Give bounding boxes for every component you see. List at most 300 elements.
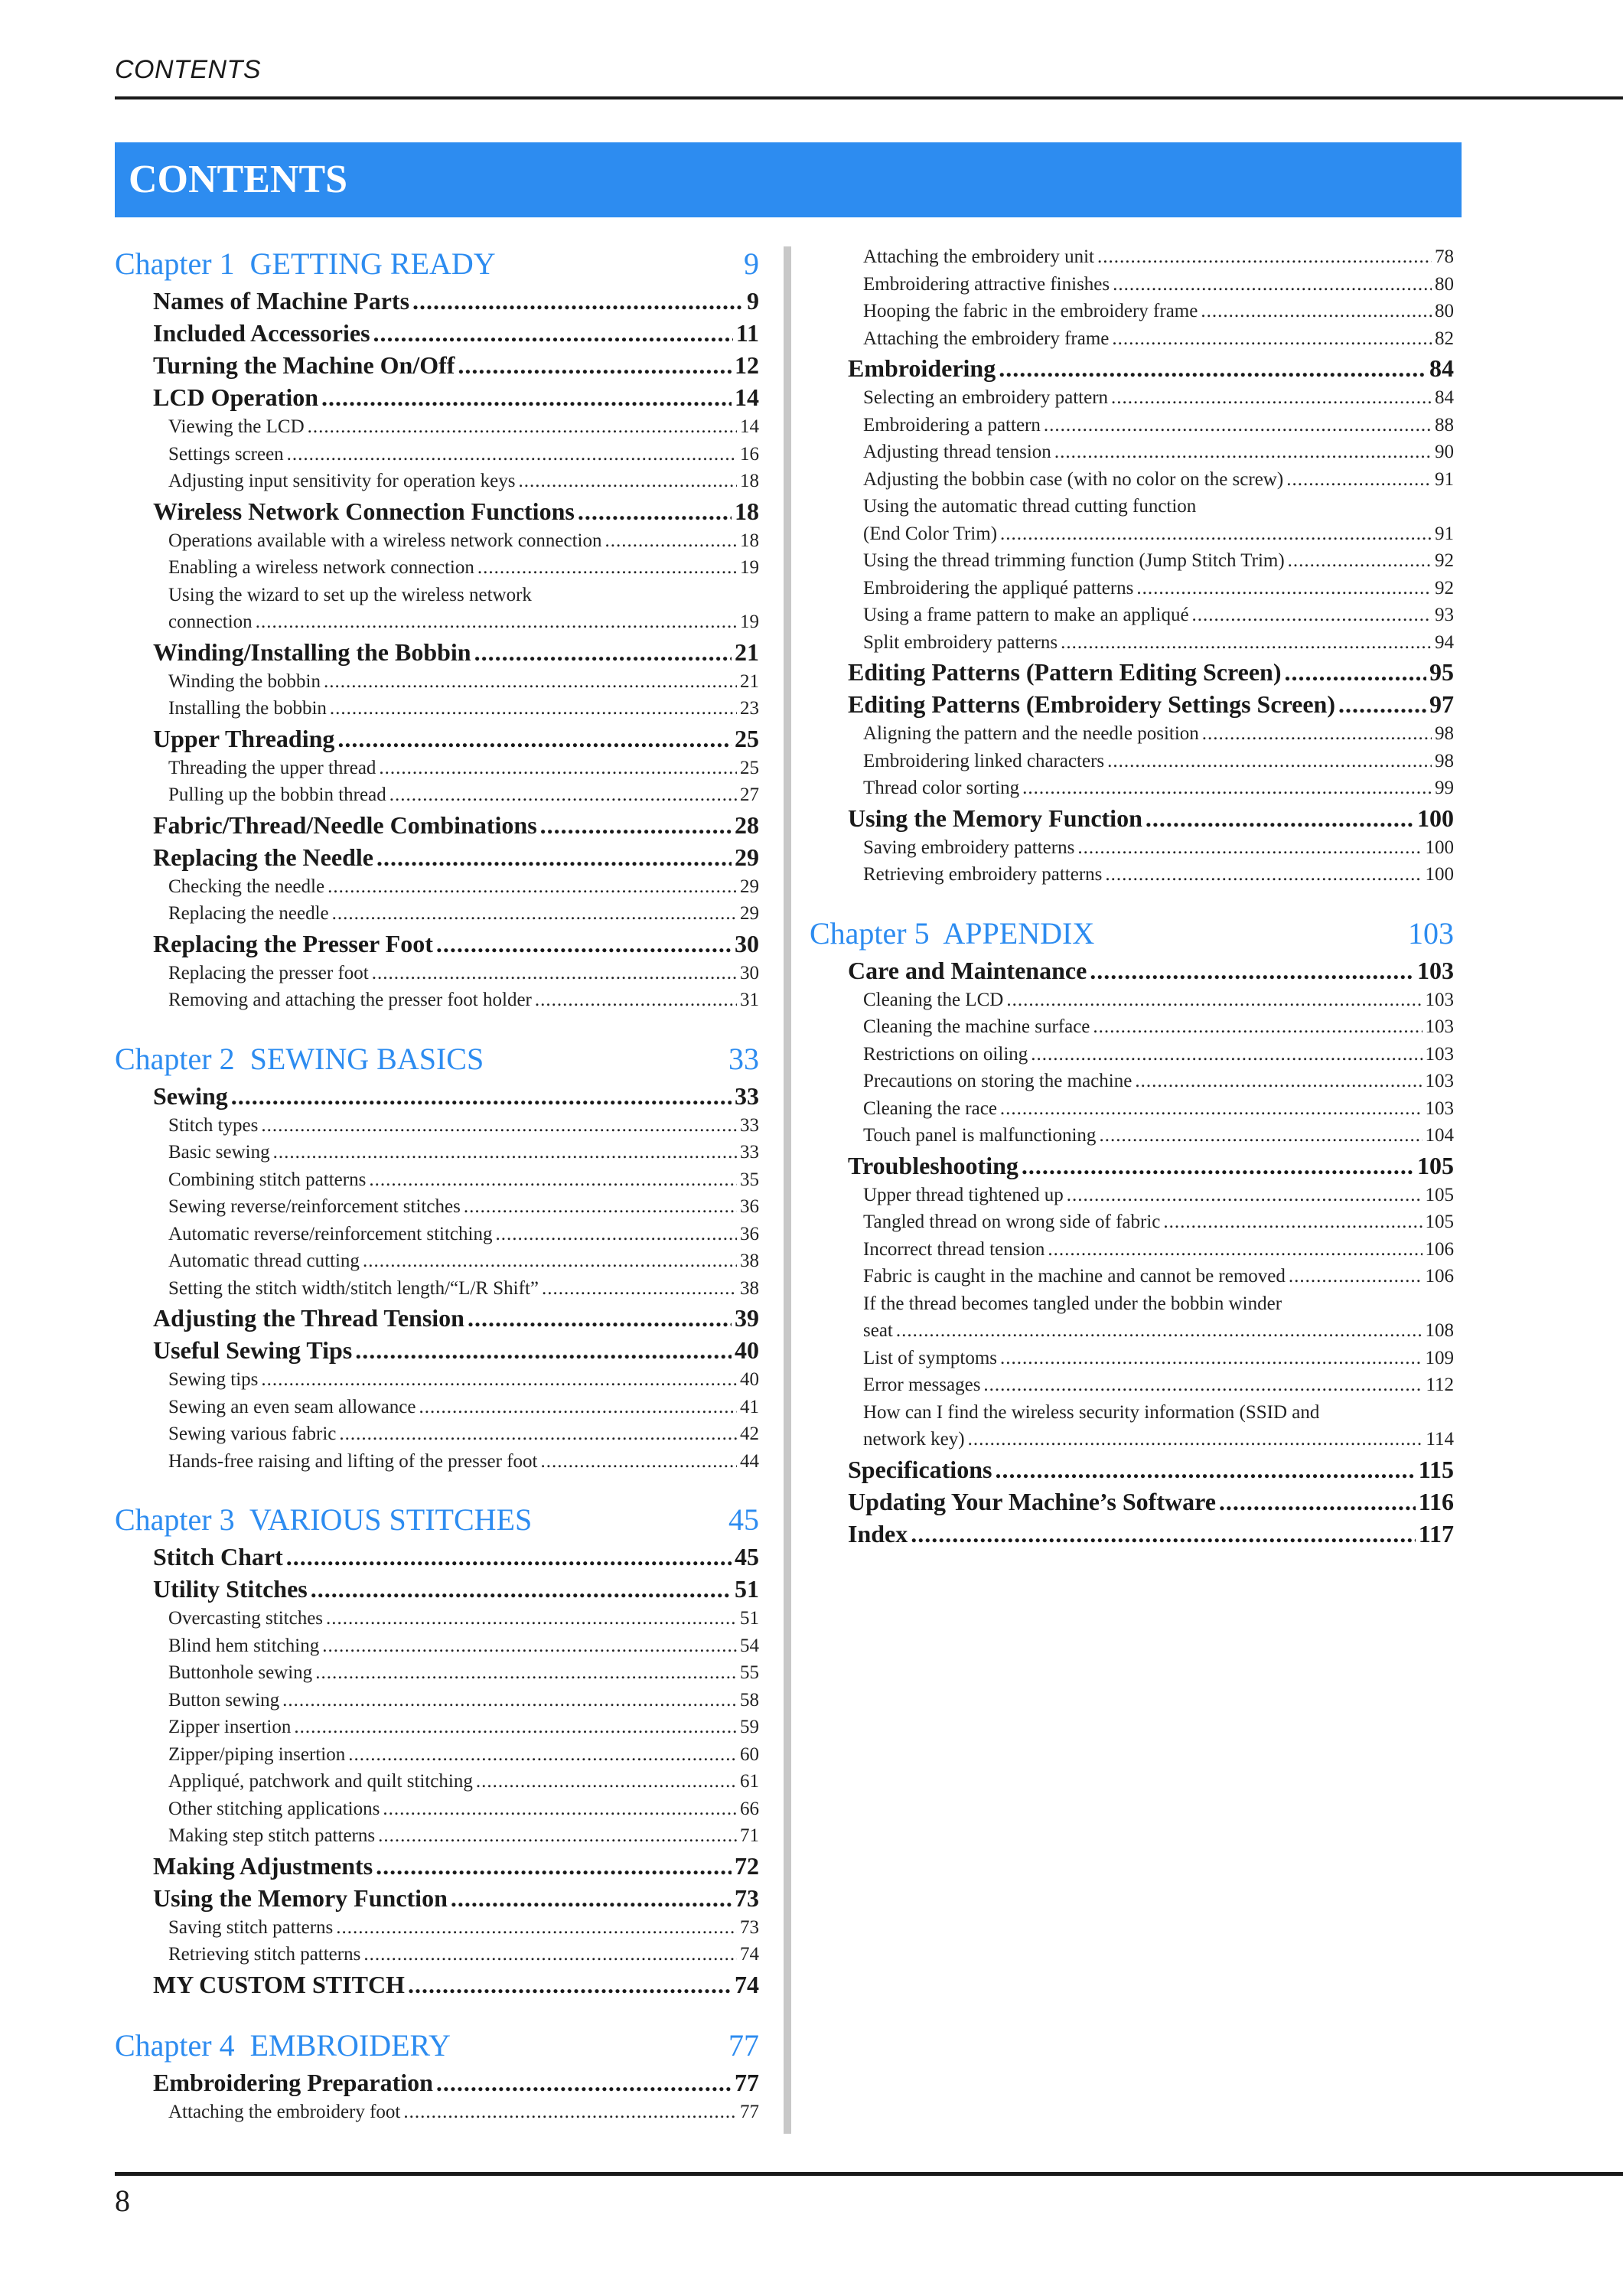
toc-subentry[interactable] bbox=[115, 1714, 759, 1741]
toc-subentry[interactable] bbox=[115, 527, 759, 555]
dot-leader bbox=[1097, 243, 1432, 271]
dot-leader bbox=[336, 1914, 737, 1942]
dot-leader bbox=[540, 809, 732, 841]
subentry-page: 33 bbox=[740, 1142, 759, 1163]
dot-leader bbox=[363, 1247, 737, 1275]
toc-subentry[interactable] bbox=[115, 873, 759, 901]
subentry-page: 19 bbox=[740, 557, 759, 578]
toc-section-entry[interactable] bbox=[115, 1541, 759, 1573]
subentry-page: 91 bbox=[1435, 468, 1454, 490]
subentry-page: 99 bbox=[1435, 778, 1454, 798]
toc-subentry[interactable] bbox=[810, 861, 1454, 889]
toc-subentry[interactable] bbox=[810, 1122, 1454, 1150]
toc-subentry[interactable] bbox=[115, 608, 759, 636]
dot-leader bbox=[261, 1366, 737, 1394]
toc-subentry[interactable] bbox=[810, 271, 1454, 298]
toc-section-entry[interactable] bbox=[115, 1334, 759, 1366]
subentry-title: List of symptoms bbox=[863, 1347, 998, 1368]
section-title: Editing Patterns (Pattern Editing Screen) bbox=[848, 658, 1282, 686]
toc-subentry[interactable] bbox=[810, 466, 1454, 494]
subentry-page: 14 bbox=[740, 416, 759, 437]
subentry-page: 23 bbox=[740, 698, 759, 719]
toc-subentry[interactable] bbox=[810, 1041, 1454, 1068]
chapter-title: GETTING READY bbox=[249, 246, 496, 281]
section-title: Embroidering bbox=[848, 354, 996, 382]
toc-section-entry[interactable] bbox=[115, 317, 759, 349]
dot-leader bbox=[1077, 834, 1422, 862]
chapter-heading[interactable] bbox=[115, 1499, 759, 1541]
subentry-page: 88 bbox=[1435, 414, 1454, 435]
section-page: 12 bbox=[735, 351, 759, 379]
section-page: 77 bbox=[735, 2068, 759, 2096]
section-page: 39 bbox=[735, 1304, 759, 1332]
section-page: 11 bbox=[735, 319, 759, 347]
dot-leader bbox=[372, 960, 737, 987]
toc-subentry[interactable] bbox=[810, 575, 1454, 602]
subentry-title: Thread color sorting bbox=[863, 778, 1020, 798]
toc-section-entry[interactable] bbox=[810, 1150, 1454, 1182]
toc-subentry[interactable] bbox=[115, 468, 759, 495]
toc-section-entry[interactable] bbox=[810, 688, 1454, 720]
subentry-page: 77 bbox=[740, 2101, 759, 2122]
section-page: 18 bbox=[735, 497, 759, 525]
chapter-label bbox=[115, 1039, 484, 1080]
toc-section-entry[interactable] bbox=[810, 1518, 1454, 1550]
dot-leader bbox=[379, 755, 737, 782]
chapter-title: VARIOUS STITCHES bbox=[249, 1502, 533, 1537]
toc-section-entry[interactable] bbox=[115, 1882, 759, 1914]
dot-leader bbox=[315, 1659, 737, 1687]
toc-subentry[interactable] bbox=[115, 755, 759, 782]
dot-leader bbox=[376, 1850, 732, 1882]
dot-leader bbox=[477, 554, 737, 582]
dot-leader bbox=[1061, 629, 1432, 657]
section-title: Turning the Machine On/Off bbox=[153, 351, 455, 379]
section-page: 9 bbox=[747, 287, 759, 315]
dot-leader bbox=[373, 317, 733, 349]
dot-leader bbox=[256, 608, 737, 636]
dot-leader bbox=[308, 413, 737, 441]
toc-right-column bbox=[810, 243, 1454, 1550]
toc-subentry[interactable] bbox=[810, 1317, 1454, 1345]
dot-leader bbox=[468, 1302, 732, 1334]
subentry-title: Upper thread tightened up bbox=[863, 1184, 1064, 1205]
subentry-title: network key) bbox=[863, 1429, 965, 1450]
dot-leader bbox=[1099, 1122, 1422, 1150]
dot-leader bbox=[518, 468, 737, 495]
toc-subentry[interactable] bbox=[810, 834, 1454, 862]
dot-leader bbox=[1284, 656, 1426, 688]
toc-subentry[interactable] bbox=[115, 1687, 759, 1714]
chapter-heading[interactable] bbox=[115, 2025, 759, 2066]
section-page: 74 bbox=[735, 1970, 759, 1998]
subentry-title: Sewing tips bbox=[168, 1369, 259, 1390]
toc-subentry[interactable] bbox=[115, 1366, 759, 1394]
toc-subentry[interactable] bbox=[810, 987, 1454, 1014]
subentry-page: 80 bbox=[1435, 273, 1454, 295]
subentry-page: 18 bbox=[740, 530, 759, 551]
dot-leader bbox=[337, 722, 732, 755]
toc-subentry[interactable] bbox=[115, 554, 759, 582]
toc-subentry[interactable] bbox=[115, 1605, 759, 1632]
dot-leader bbox=[383, 1795, 737, 1823]
dot-leader bbox=[321, 381, 732, 413]
toc-subentry[interactable] bbox=[810, 1013, 1454, 1041]
subentry-title: Retrieving embroidery patterns bbox=[863, 864, 1103, 885]
toc-subentry[interactable] bbox=[115, 2099, 759, 2126]
subentry-title: Retrieving stitch patterns bbox=[168, 1944, 361, 1965]
dot-leader bbox=[412, 285, 744, 317]
toc-section-entry[interactable] bbox=[115, 1850, 759, 1882]
section-page: 117 bbox=[1418, 1519, 1454, 1548]
subentry-title: Sewing reverse/reinforcement stitches bbox=[168, 1196, 461, 1217]
subentry-title: Blind hem stitching bbox=[168, 1635, 320, 1656]
dot-leader bbox=[436, 2066, 732, 2099]
toc-section-entry[interactable] bbox=[115, 495, 759, 527]
chapter-number: Chapter 3 bbox=[115, 1502, 235, 1537]
subentry-title: Stitch types bbox=[168, 1114, 259, 1136]
section-title: Replacing the Presser Foot bbox=[153, 929, 433, 957]
toc-subentry-line[interactable]: How can I find the wireless security information (SSID and bbox=[863, 1401, 1320, 1423]
toc-subentry[interactable] bbox=[115, 1193, 759, 1221]
chapter-title: APPENDIX bbox=[943, 915, 1095, 951]
section-title: Replacing the Needle bbox=[153, 843, 373, 871]
chapter-heading[interactable] bbox=[115, 1039, 759, 1080]
toc-subentry[interactable] bbox=[810, 1426, 1454, 1453]
subentry-title: Embroidering a pattern bbox=[863, 414, 1041, 435]
subentry-page: 21 bbox=[740, 670, 759, 692]
dot-leader bbox=[1219, 1486, 1416, 1518]
subentry-title: Enabling a wireless network connection bbox=[168, 557, 474, 578]
subentry-title: Split embroidery patterns bbox=[863, 631, 1058, 653]
section-title: Using the Memory Function bbox=[153, 1883, 448, 1912]
dot-leader bbox=[495, 1221, 737, 1248]
toc-subentry[interactable] bbox=[115, 900, 759, 928]
dot-leader bbox=[261, 1112, 737, 1140]
section-page: 97 bbox=[1429, 690, 1454, 718]
dot-leader bbox=[1044, 412, 1432, 439]
toc-subentry[interactable] bbox=[115, 1632, 759, 1660]
subentry-page: 29 bbox=[740, 903, 759, 924]
chapter-number: Chapter 2 bbox=[115, 1041, 235, 1076]
subentry-page: 92 bbox=[1435, 550, 1454, 571]
toc-subentry[interactable] bbox=[810, 1263, 1454, 1290]
toc-subentry[interactable] bbox=[810, 629, 1454, 657]
toc-subentry-line[interactable]: If the thread becomes tangled under the bobbin winder bbox=[863, 1293, 1282, 1314]
subentry-title: Basic sewing bbox=[168, 1142, 270, 1163]
subentry-page: 108 bbox=[1425, 1320, 1454, 1341]
subentry-title: Sewing various fabric bbox=[168, 1424, 337, 1444]
subentry-page: 106 bbox=[1425, 1266, 1454, 1287]
chapter-page: 45 bbox=[728, 1502, 759, 1537]
toc-subentry[interactable] bbox=[115, 781, 759, 809]
section-page: 73 bbox=[735, 1883, 759, 1912]
toc-subentry[interactable] bbox=[810, 1068, 1454, 1095]
subentry-title: Embroidering the appliqué patterns bbox=[863, 577, 1134, 598]
section-page: 105 bbox=[1417, 1151, 1454, 1179]
toc-subentry[interactable] bbox=[115, 1420, 759, 1448]
toc-section-entry[interactable] bbox=[115, 1573, 759, 1605]
section-title: Upper Threading bbox=[153, 724, 335, 752]
subentry-title: Automatic reverse/reinforcement stitching bbox=[168, 1223, 493, 1244]
section-page: 28 bbox=[735, 810, 759, 839]
dot-leader bbox=[983, 1371, 1423, 1399]
dot-leader bbox=[1192, 602, 1432, 629]
subentry-title: Embroidering attractive finishes bbox=[863, 273, 1110, 295]
subentry-title: Installing the bobbin bbox=[168, 698, 327, 719]
chapter-number: Chapter 1 bbox=[115, 246, 235, 281]
toc-subentry[interactable] bbox=[115, 668, 759, 696]
subentry-title: Checking the needle bbox=[168, 876, 325, 897]
toc-section-entry[interactable] bbox=[115, 636, 759, 668]
toc-section-entry[interactable] bbox=[115, 1080, 759, 1112]
section-title: MY CUSTOM STITCH bbox=[153, 1970, 405, 1998]
dot-leader bbox=[911, 1518, 1416, 1550]
subentry-title: Viewing the LCD bbox=[168, 416, 305, 437]
dot-leader bbox=[1113, 271, 1432, 298]
dot-leader bbox=[1288, 547, 1432, 575]
subentry-title: Attaching the embroidery unit bbox=[863, 246, 1095, 267]
subentry-page: 61 bbox=[740, 1771, 759, 1792]
subentry-title: Buttonhole sewing bbox=[168, 1662, 313, 1683]
subentry-page: 44 bbox=[740, 1450, 759, 1472]
dot-leader bbox=[540, 1448, 737, 1476]
subentry-page: 98 bbox=[1435, 723, 1454, 744]
toc-section-entry[interactable] bbox=[115, 1968, 759, 2001]
subentry-title: Adjusting thread tension bbox=[863, 442, 1051, 462]
subentry-title: Saving stitch patterns bbox=[168, 1916, 334, 1938]
toc-section-entry[interactable] bbox=[115, 1302, 759, 1334]
toc-subentry[interactable] bbox=[810, 298, 1454, 325]
subentry-page: 36 bbox=[740, 1196, 759, 1217]
section-title: Sewing bbox=[153, 1081, 228, 1110]
toc-subentry[interactable] bbox=[810, 1345, 1454, 1372]
toc-section-entry[interactable] bbox=[115, 722, 759, 755]
dot-leader bbox=[1090, 954, 1414, 987]
section-title: Included Accessories bbox=[153, 319, 370, 347]
chapter-page: 77 bbox=[728, 2027, 759, 2063]
toc-subentry[interactable] bbox=[115, 1659, 759, 1687]
subentry-page: 35 bbox=[740, 1169, 759, 1190]
toc-subentry-line[interactable]: Using the wizard to set up the wireless network bbox=[168, 584, 532, 605]
subentry-title: Cleaning the machine surface bbox=[863, 1016, 1090, 1037]
dot-leader bbox=[1136, 575, 1432, 602]
toc-subentry[interactable] bbox=[810, 520, 1454, 548]
toc-subentry[interactable] bbox=[810, 243, 1454, 271]
subentry-title: Making step stitch patterns bbox=[168, 1825, 376, 1846]
section-title: Names of Machine Parts bbox=[153, 287, 410, 315]
toc-subentry[interactable] bbox=[115, 960, 759, 987]
dot-leader bbox=[286, 1541, 732, 1573]
subentry-title: Automatic thread cutting bbox=[168, 1251, 360, 1271]
section-title: Troubleshooting bbox=[848, 1151, 1018, 1179]
toc-subentry[interactable] bbox=[115, 695, 759, 722]
section-title: Winding/Installing the Bobbin bbox=[153, 638, 471, 666]
section-page: 25 bbox=[735, 724, 759, 752]
subentry-page: 40 bbox=[740, 1369, 759, 1390]
dot-leader bbox=[1112, 325, 1432, 353]
toc-subentry[interactable] bbox=[115, 1166, 759, 1194]
section-page: 14 bbox=[735, 383, 759, 411]
dot-leader bbox=[1163, 1208, 1422, 1236]
subentry-title: Zipper/piping insertion bbox=[168, 1743, 346, 1765]
dot-leader bbox=[408, 1968, 732, 2001]
dot-leader bbox=[1202, 720, 1432, 748]
toc-section-entry[interactable] bbox=[115, 2066, 759, 2099]
toc-subentry-line[interactable]: Using the automatic thread cutting function bbox=[863, 496, 1197, 517]
toc-subentry[interactable] bbox=[115, 441, 759, 468]
subentry-page: 103 bbox=[1425, 989, 1454, 1010]
section-title: Index bbox=[848, 1519, 908, 1548]
dot-leader bbox=[363, 1941, 737, 1968]
toc-section-entry[interactable] bbox=[115, 809, 759, 841]
section-page: 95 bbox=[1429, 658, 1454, 686]
dot-leader bbox=[326, 1605, 737, 1632]
toc-subentry[interactable] bbox=[810, 325, 1454, 353]
section-title: Useful Sewing Tips bbox=[153, 1336, 353, 1364]
section-page: 100 bbox=[1417, 804, 1454, 832]
toc-subentry[interactable] bbox=[810, 602, 1454, 629]
toc-section-entry[interactable] bbox=[115, 349, 759, 381]
chapter-page: 103 bbox=[1408, 915, 1454, 951]
toc-subentry[interactable] bbox=[810, 1182, 1454, 1209]
section-title: Embroidering Preparation bbox=[153, 2068, 433, 2096]
subentry-page: 100 bbox=[1425, 837, 1454, 858]
toc-subentry[interactable] bbox=[810, 1095, 1454, 1123]
toc-section-entry[interactable] bbox=[810, 1486, 1454, 1518]
subentry-title: Sewing an even seam allowance bbox=[168, 1396, 416, 1417]
subentry-page: 74 bbox=[740, 1944, 759, 1965]
dot-leader bbox=[348, 1741, 737, 1769]
dot-leader bbox=[1048, 1236, 1422, 1264]
toc-section-entry[interactable] bbox=[810, 802, 1454, 834]
toc-subentry[interactable] bbox=[115, 1275, 759, 1303]
chapter-label bbox=[810, 913, 1094, 954]
toc-subentry[interactable] bbox=[810, 1371, 1454, 1399]
subentry-title: Aligning the pattern and the needle position bbox=[863, 723, 1199, 744]
dot-leader bbox=[378, 1822, 737, 1850]
dot-leader bbox=[1135, 1068, 1422, 1095]
toc-subentry[interactable] bbox=[115, 1795, 759, 1823]
subentry-title: Embroidering linked characters bbox=[863, 750, 1105, 771]
toc-subentry[interactable] bbox=[810, 384, 1454, 412]
dot-leader bbox=[324, 668, 737, 696]
subentry-title: Adjusting the bobbin case (with no color on the screw) bbox=[863, 468, 1284, 490]
toc-subentry[interactable] bbox=[810, 748, 1454, 775]
dot-leader bbox=[1000, 520, 1432, 548]
chapter-title: EMBROIDERY bbox=[249, 2027, 451, 2063]
subentry-page: 38 bbox=[740, 1277, 759, 1299]
toc-section-entry[interactable] bbox=[810, 352, 1454, 384]
toc-section-entry[interactable] bbox=[115, 285, 759, 317]
header-rule bbox=[115, 96, 1623, 99]
section-page: 103 bbox=[1417, 956, 1454, 984]
toc-left-column bbox=[115, 243, 759, 2125]
subentry-title: Removing and attaching the presser foot holder bbox=[168, 990, 532, 1010]
toc-section-entry[interactable] bbox=[115, 928, 759, 960]
subentry-title: Hands-free raising and lifting of the presser foot bbox=[168, 1450, 538, 1472]
section-title: Utility Stitches bbox=[153, 1575, 308, 1603]
dot-leader bbox=[287, 441, 737, 468]
dot-leader bbox=[1022, 1150, 1414, 1182]
toc-subentry[interactable] bbox=[810, 439, 1454, 466]
toc-subentry[interactable] bbox=[115, 1941, 759, 1968]
subentry-page: 94 bbox=[1435, 631, 1454, 653]
toc-section-entry[interactable] bbox=[115, 841, 759, 873]
subentry-title: Touch panel is malfunctioning bbox=[863, 1125, 1097, 1146]
dot-leader bbox=[328, 873, 737, 901]
subentry-page: 36 bbox=[740, 1223, 759, 1244]
dot-leader bbox=[369, 1166, 737, 1194]
subentry-page: 91 bbox=[1435, 523, 1454, 544]
toc-subentry[interactable] bbox=[115, 1221, 759, 1248]
subentry-page: 114 bbox=[1426, 1429, 1454, 1450]
subentry-page: 59 bbox=[740, 1717, 759, 1737]
toc-subentry[interactable] bbox=[115, 1139, 759, 1166]
toc-subentry[interactable] bbox=[810, 775, 1454, 802]
subentry-title: Zipper insertion bbox=[168, 1717, 292, 1737]
dot-leader bbox=[1067, 1182, 1423, 1209]
subentry-title: Error messages bbox=[863, 1375, 981, 1395]
subentry-title: Replacing the needle bbox=[168, 903, 329, 924]
dot-leader bbox=[542, 1275, 737, 1303]
chapter-heading[interactable] bbox=[810, 913, 1454, 954]
subentry-title: Incorrect thread tension bbox=[863, 1238, 1045, 1260]
subentry-title: Using the thread trimming function (Jump Stitch Trim) bbox=[863, 550, 1285, 571]
toc-section-entry[interactable] bbox=[810, 656, 1454, 688]
toc-subentry[interactable] bbox=[115, 1741, 759, 1769]
toc-subentry[interactable] bbox=[810, 412, 1454, 439]
toc-subentry[interactable] bbox=[810, 1236, 1454, 1264]
toc-subentry[interactable] bbox=[115, 1914, 759, 1942]
toc-subentry[interactable] bbox=[115, 1822, 759, 1850]
subentry-title: Setting the stitch width/stitch length/“L/R Shift” bbox=[168, 1277, 539, 1299]
toc-subentry[interactable] bbox=[115, 1768, 759, 1795]
dot-leader bbox=[1054, 439, 1432, 466]
chapter-heading[interactable] bbox=[115, 243, 759, 285]
dot-leader bbox=[231, 1080, 732, 1112]
dot-leader bbox=[376, 841, 732, 873]
subentry-title: Adjusting input sensitivity for operation keys bbox=[168, 471, 516, 491]
toc-section-entry[interactable] bbox=[115, 381, 759, 413]
toc-subentry[interactable] bbox=[115, 1394, 759, 1421]
subentry-page: 103 bbox=[1425, 1016, 1454, 1037]
toc-subentry[interactable] bbox=[810, 1208, 1454, 1236]
subentry-page: 33 bbox=[740, 1114, 759, 1136]
toc-subentry[interactable] bbox=[115, 1247, 759, 1275]
subentry-title: Pulling up the bobbin thread bbox=[168, 784, 386, 805]
dot-leader bbox=[1201, 298, 1432, 325]
subentry-page: 82 bbox=[1435, 328, 1454, 349]
toc-subentry[interactable] bbox=[810, 547, 1454, 575]
subentry-page: 31 bbox=[740, 990, 759, 1010]
subentry-title: Selecting an embroidery pattern bbox=[863, 387, 1109, 408]
toc-section-entry[interactable] bbox=[810, 954, 1454, 987]
toc-section-entry[interactable] bbox=[810, 1453, 1454, 1486]
dot-leader bbox=[968, 1426, 1423, 1453]
toc-subentry[interactable] bbox=[115, 413, 759, 441]
toc-subentry[interactable] bbox=[115, 1448, 759, 1476]
chapter-label bbox=[115, 2025, 451, 2066]
section-page: 30 bbox=[735, 929, 759, 957]
toc-subentry[interactable] bbox=[810, 720, 1454, 748]
subentry-page: 27 bbox=[740, 784, 759, 805]
subentry-title: Using a frame pattern to make an appliqué bbox=[863, 605, 1189, 625]
section-title: Fabric/Thread/Needle Combinations bbox=[153, 810, 537, 839]
chapter-page: 33 bbox=[728, 1041, 759, 1076]
toc-subentry[interactable] bbox=[115, 987, 759, 1014]
toc-subentry[interactable] bbox=[115, 1112, 759, 1140]
